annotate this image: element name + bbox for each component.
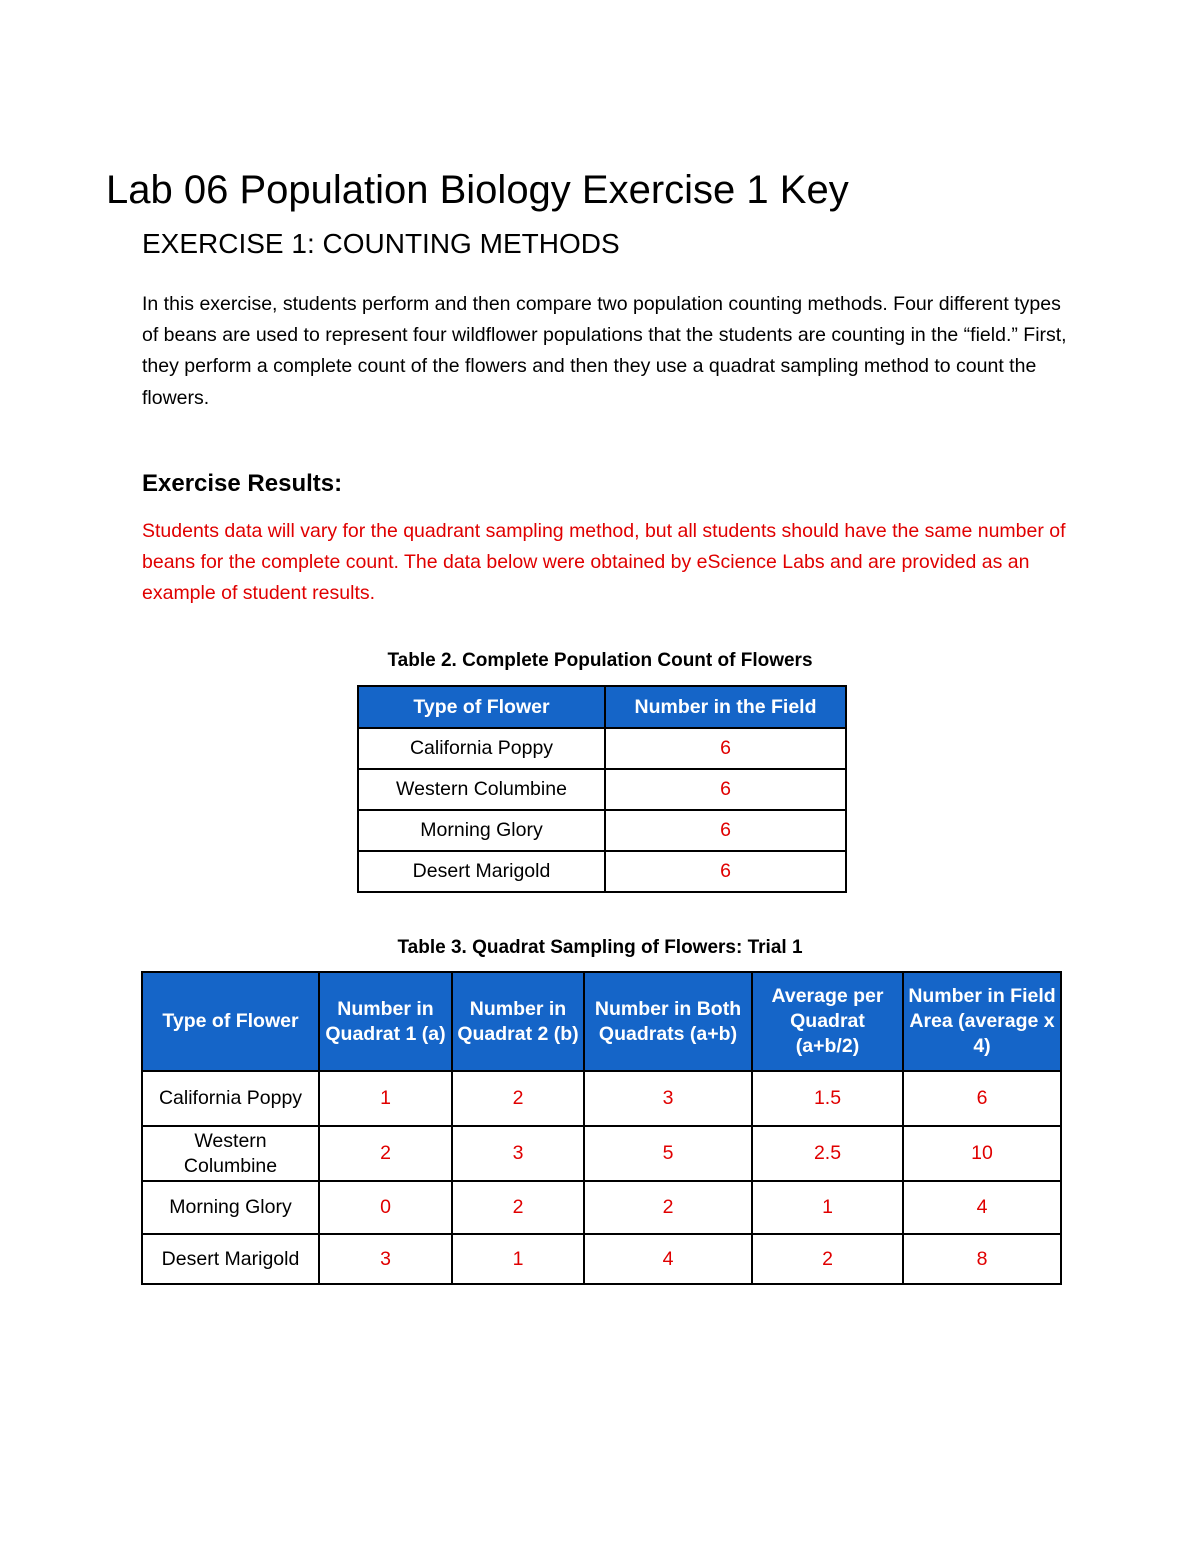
table-3-quadrat-sampling	[141, 971, 1062, 1285]
quadrat-1-cell: 2	[319, 1126, 452, 1181]
field-area-cell: 4	[903, 1181, 1061, 1234]
quadrat-2-cell: 3	[452, 1126, 584, 1181]
column-header: Number in Field Area (average x 4)	[903, 972, 1061, 1071]
count-cell: 6	[605, 728, 846, 769]
column-header: Type of Flower	[142, 972, 319, 1071]
table-row	[358, 810, 846, 851]
table-row	[142, 1234, 1061, 1284]
flower-name-cell: Morning Glory	[358, 810, 605, 851]
field-area-cell: 10	[903, 1126, 1061, 1181]
column-header: Average per Quadrat (a+b/2)	[752, 972, 903, 1071]
table-header-row	[142, 972, 1061, 1071]
results-note: Students data will vary for the quadrant sampling method, but all students should have the same number of beans for the complete count. The data below were obtained by eScience Labs and are provided as an example of student results.	[142, 520, 1066, 605]
column-header: Type of Flower	[358, 686, 605, 728]
flower-name-cell: Morning Glory	[142, 1181, 319, 1234]
average-cell: 1	[752, 1181, 903, 1234]
table-header-row	[358, 686, 846, 728]
count-cell: 6	[605, 769, 846, 810]
results-heading: Exercise Results:	[142, 470, 343, 497]
quadrat-2-cell: 2	[452, 1071, 584, 1126]
flower-name-cell: Desert Marigold	[358, 851, 605, 892]
quadrat-1-cell: 0	[319, 1181, 452, 1234]
average-cell: 1.5	[752, 1071, 903, 1126]
intro-paragraph: In this exercise, students perform and then compare two population counting methods. Four different types of beans are used to represent four wildflower populations that the students are counting in the “field.” First, they perform a complete count of the flowers and then they use a quadrat sampling method to count the flowers.	[142, 293, 1067, 409]
table-row	[142, 1126, 1061, 1181]
flower-name-cell: Western Columbine	[358, 769, 605, 810]
table-2-complete-count	[357, 685, 847, 893]
column-header: Number in Quadrat 1 (a)	[319, 972, 452, 1071]
field-area-cell: 6	[903, 1071, 1061, 1126]
both-quadrats-cell: 4	[584, 1234, 752, 1284]
quadrat-1-cell: 3	[319, 1234, 452, 1284]
table-3-caption: Table 3. Quadrat Sampling of Flowers: Trial 1	[397, 937, 803, 958]
flower-name-cell: Western Columbine	[142, 1126, 319, 1181]
table-row	[142, 1181, 1061, 1234]
table-row	[142, 1071, 1061, 1126]
column-header: Number in the Field	[605, 686, 846, 728]
both-quadrats-cell: 5	[584, 1126, 752, 1181]
column-header: Number in Both Quadrats (a+b)	[584, 972, 752, 1071]
both-quadrats-cell: 2	[584, 1181, 752, 1234]
quadrat-2-cell: 2	[452, 1181, 584, 1234]
table-row	[358, 728, 846, 769]
count-cell: 6	[605, 810, 846, 851]
document-title: Lab 06 Population Biology Exercise 1 Key	[106, 168, 849, 212]
average-cell: 2	[752, 1234, 903, 1284]
count-cell: 6	[605, 851, 846, 892]
both-quadrats-cell: 3	[584, 1071, 752, 1126]
quadrat-2-cell: 1	[452, 1234, 584, 1284]
quadrat-1-cell: 1	[319, 1071, 452, 1126]
flower-name-cell: California Poppy	[358, 728, 605, 769]
field-area-cell: 8	[903, 1234, 1061, 1284]
flower-name-cell: California Poppy	[142, 1071, 319, 1126]
table-row	[358, 851, 846, 892]
flower-name-cell: Desert Marigold	[142, 1234, 319, 1284]
column-header: Number in Quadrat 2 (b)	[452, 972, 584, 1071]
section-heading: EXERCISE 1: COUNTING METHODS	[142, 228, 620, 259]
average-cell: 2.5	[752, 1126, 903, 1181]
table-row	[358, 769, 846, 810]
table-2-caption: Table 2. Complete Population Count of Flowers	[387, 650, 813, 671]
